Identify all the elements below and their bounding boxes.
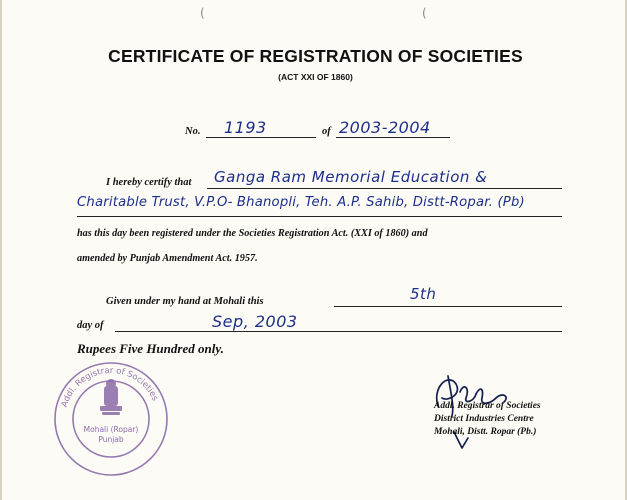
date-underline — [115, 331, 562, 332]
seal-center-text-1: Mohali (Ropar) — [83, 425, 139, 434]
seal-center-text-2: Punjab — [98, 435, 124, 444]
name-underline-2 — [77, 216, 562, 217]
society-name-line1: Ganga Ram Memorial Education & — [214, 168, 488, 186]
registrar-seal — [52, 360, 170, 478]
name-underline-1 — [207, 188, 562, 189]
number-label: No. — [185, 126, 201, 137]
certify-lead: I hereby certify that — [106, 177, 192, 188]
registration-statement: has this day been registered under the Societies Registration Act. (XXI of 1860) and — [77, 228, 428, 239]
given-lead: Given under my hand at Mohali this — [106, 296, 264, 307]
emblem-icon — [100, 379, 122, 415]
seal-ring-text: Addl. Registrar of Societies — [59, 365, 160, 409]
year-underline — [336, 137, 450, 138]
number-underline — [206, 137, 316, 138]
act-reference: (ACT XXI OF 1860) — [278, 72, 353, 82]
fee-statement: Rupees Five Hundred only. — [77, 341, 224, 356]
society-name-line2: Charitable Trust, V.P.O- Bhanopli, Teh. A.P. Sahib, Distt-Ropar. (Pb) — [77, 195, 525, 210]
signatory-office: District Industries Centre — [434, 414, 534, 424]
given-day: 5th — [410, 285, 437, 303]
registration-number: 1193 — [224, 118, 267, 137]
year-of-label: of — [322, 126, 331, 137]
amendment-statement: amended by Punjab Amendment Act. 1957. — [77, 253, 258, 264]
registration-year: 2003-2004 — [339, 118, 431, 137]
day-underline — [334, 306, 562, 307]
day-of-label: day of — [77, 320, 104, 331]
signatory-location: Mohali, Distt. Ropar (Pb.) — [434, 427, 537, 437]
certificate-title: CERTIFICATE OF REGISTRATION OF SOCIETIES — [108, 46, 523, 66]
signatory-block — [434, 400, 541, 439]
punch-mark-right: ( — [422, 6, 427, 20]
given-date: Sep, 2003 — [212, 312, 298, 331]
signatory-title: Addl. Registrar of Societies — [434, 401, 541, 411]
punch-mark-left: ( — [200, 6, 205, 20]
